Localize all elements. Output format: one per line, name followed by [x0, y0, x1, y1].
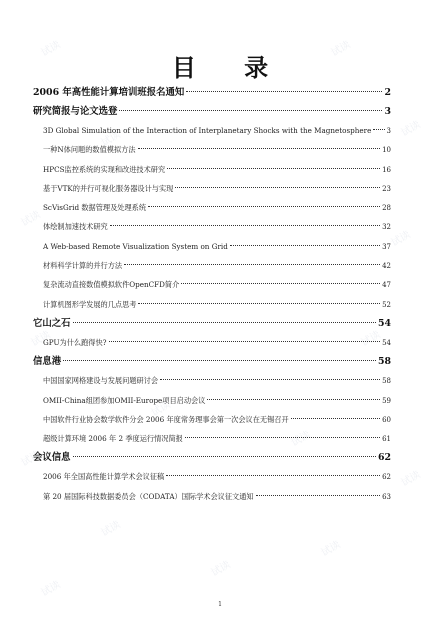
dot-leader [138, 303, 380, 304]
watermark-text: 试读 [99, 129, 123, 149]
toc-entry-title: A Web-based Remote Visualization System on Grid [43, 241, 228, 251]
toc-entry[interactable] [33, 371, 391, 390]
watermark-text: 试读 [19, 449, 43, 469]
watermark-text: 试读 [359, 329, 383, 349]
toc-entry-title: 第 20 届国际科技数据委员会（CODATA）国际学术会议征文通知 [43, 491, 254, 501]
watermark-text: 试读 [39, 579, 63, 599]
toc-entry-title: 复杂流动直接数值模拟软件OpenCFD简介 [43, 280, 180, 290]
watermark-text: 试读 [29, 329, 53, 349]
toc-entry[interactable] [33, 410, 391, 429]
watermark-text: 试读 [319, 539, 343, 559]
toc-page-number: 59 [382, 396, 391, 405]
dot-leader [160, 379, 380, 380]
toc-entry[interactable] [33, 121, 391, 140]
toc-entry-title: 中国软件行业协会数学软件分会 2006 年度常务理事会第一次会议在无锡召开 [43, 414, 289, 424]
dot-leader [138, 148, 381, 149]
toc-entry-title: 计算机图形学发展的几点思考 [43, 299, 137, 309]
toc-page-number: 54 [382, 338, 391, 347]
toc-entry[interactable] [33, 295, 391, 314]
dot-leader [186, 91, 382, 92]
toc-entry-title: 它山之石 [33, 317, 71, 329]
toc-entry-title: 一种N体问题的数值模拟方法 [43, 145, 136, 155]
toc-entry[interactable] [33, 275, 391, 294]
toc-entry-title: 3D Global Simulation of the Interaction of Interplanetary Shocks with the Magnetosphere [43, 126, 372, 135]
toc-entry[interactable] [33, 217, 391, 236]
dot-leader [230, 245, 380, 246]
toc-entry-title: HPCS监控系统的实现和改进技术研究 [43, 164, 166, 174]
dot-leader [291, 418, 380, 419]
dot-leader [181, 283, 380, 284]
toc-entry-title: 体绘制加速技术研究 [43, 222, 108, 232]
toc-entry[interactable] [33, 140, 391, 159]
dot-leader [73, 322, 376, 323]
dot-leader [119, 110, 382, 111]
toc-page-number: 62 [377, 452, 391, 464]
toc-entry[interactable] [33, 429, 391, 448]
watermark-text: 试读 [399, 119, 423, 139]
toc-page-number: 42 [382, 262, 391, 271]
dot-leader [166, 475, 380, 476]
toc-page-number: 61 [382, 435, 391, 444]
dot-leader [256, 495, 381, 496]
dot-leader [175, 187, 380, 188]
toc-page-number: 52 [382, 300, 391, 309]
toc-entry-title: 2006 年高性能计算培训班报名通知 [33, 87, 185, 98]
watermark-text: 试读 [289, 429, 313, 449]
toc-page-number: 54 [377, 317, 391, 329]
page-number: 1 [218, 601, 222, 608]
watermark-text: 试读 [209, 559, 233, 579]
toc-page-number: 32 [382, 223, 391, 232]
toc-page-number: 3 [384, 106, 391, 117]
toc-entry[interactable] [33, 179, 391, 198]
dot-leader [167, 168, 380, 169]
toc-entry-title: 研究简报与论文选登 [33, 106, 118, 117]
toc-page-number: 16 [382, 165, 391, 174]
dot-leader [63, 360, 376, 361]
toc-page-number: 60 [382, 415, 391, 424]
toc-page-number: 62 [382, 473, 391, 482]
toc-entry-title: 2006 年全国高性能计算学术会议征稿 [43, 472, 165, 482]
toc-entry-title: OMII-China组团参加OMII-Europe项目启动会议 [43, 395, 206, 405]
watermark-text: 试读 [99, 519, 123, 539]
toc-entry-title: 会议信息 [33, 452, 71, 464]
watermark-text: 试读 [329, 39, 353, 59]
toc-page-number: 47 [382, 281, 391, 290]
toc-entry[interactable] [33, 333, 391, 352]
dot-leader [185, 437, 380, 438]
dot-leader [148, 206, 380, 207]
toc-entry-title: ScVisGrid 数据管理及处理系统 [43, 203, 147, 213]
toc-entry-title: 信息港 [33, 356, 62, 368]
toc-entry-title: 超级计算环境 2006 年 2 季度运行情况简报 [43, 434, 183, 444]
toc-section[interactable] [33, 102, 391, 121]
toc-page-number: 23 [382, 184, 391, 193]
toc-page-number: 2 [384, 87, 391, 98]
dot-leader [373, 129, 384, 130]
toc-entry[interactable] [33, 160, 391, 179]
toc-entry[interactable] [33, 391, 391, 410]
toc-entry-title: GPU为什么跑得快? [43, 337, 107, 347]
toc-entry-title: 材料科学计算的并行方法 [43, 261, 123, 271]
dot-leader [110, 225, 380, 226]
toc-entry[interactable] [33, 467, 391, 486]
toc-page-number: 63 [382, 492, 391, 501]
watermark-text: 试读 [399, 469, 423, 489]
toc-section[interactable] [33, 83, 391, 102]
watermark-text: 试读 [389, 229, 413, 249]
dot-leader [207, 399, 380, 400]
toc-section[interactable] [33, 314, 391, 333]
toc-entry[interactable] [33, 487, 391, 506]
toc-page-number: 3 [386, 127, 391, 135]
watermark-text: 试读 [19, 209, 43, 229]
toc-entry[interactable] [33, 198, 391, 217]
dot-leader [73, 456, 376, 457]
watermark-text: 试读 [39, 39, 63, 59]
table-of-contents [33, 83, 391, 506]
page-title: 目 录 [171, 54, 289, 82]
toc-page-number: 37 [382, 242, 391, 251]
dot-leader [109, 341, 381, 342]
toc-section[interactable] [33, 448, 391, 467]
toc-entry-title: 基于VTK的并行可视化服务器设计与实现 [43, 183, 174, 193]
toc-entry[interactable] [33, 237, 391, 256]
toc-page-number: 28 [382, 204, 391, 213]
toc-page-number: 58 [382, 377, 391, 386]
toc-page-number: 58 [377, 356, 391, 368]
dot-leader [124, 264, 380, 265]
toc-section[interactable] [33, 352, 391, 371]
watermark-text: 试读 [149, 399, 173, 419]
toc-entry-title: 中国国家网格建设与发展问题研讨会 [43, 376, 159, 386]
toc-entry[interactable] [33, 256, 391, 275]
toc-page-number: 10 [382, 146, 391, 155]
